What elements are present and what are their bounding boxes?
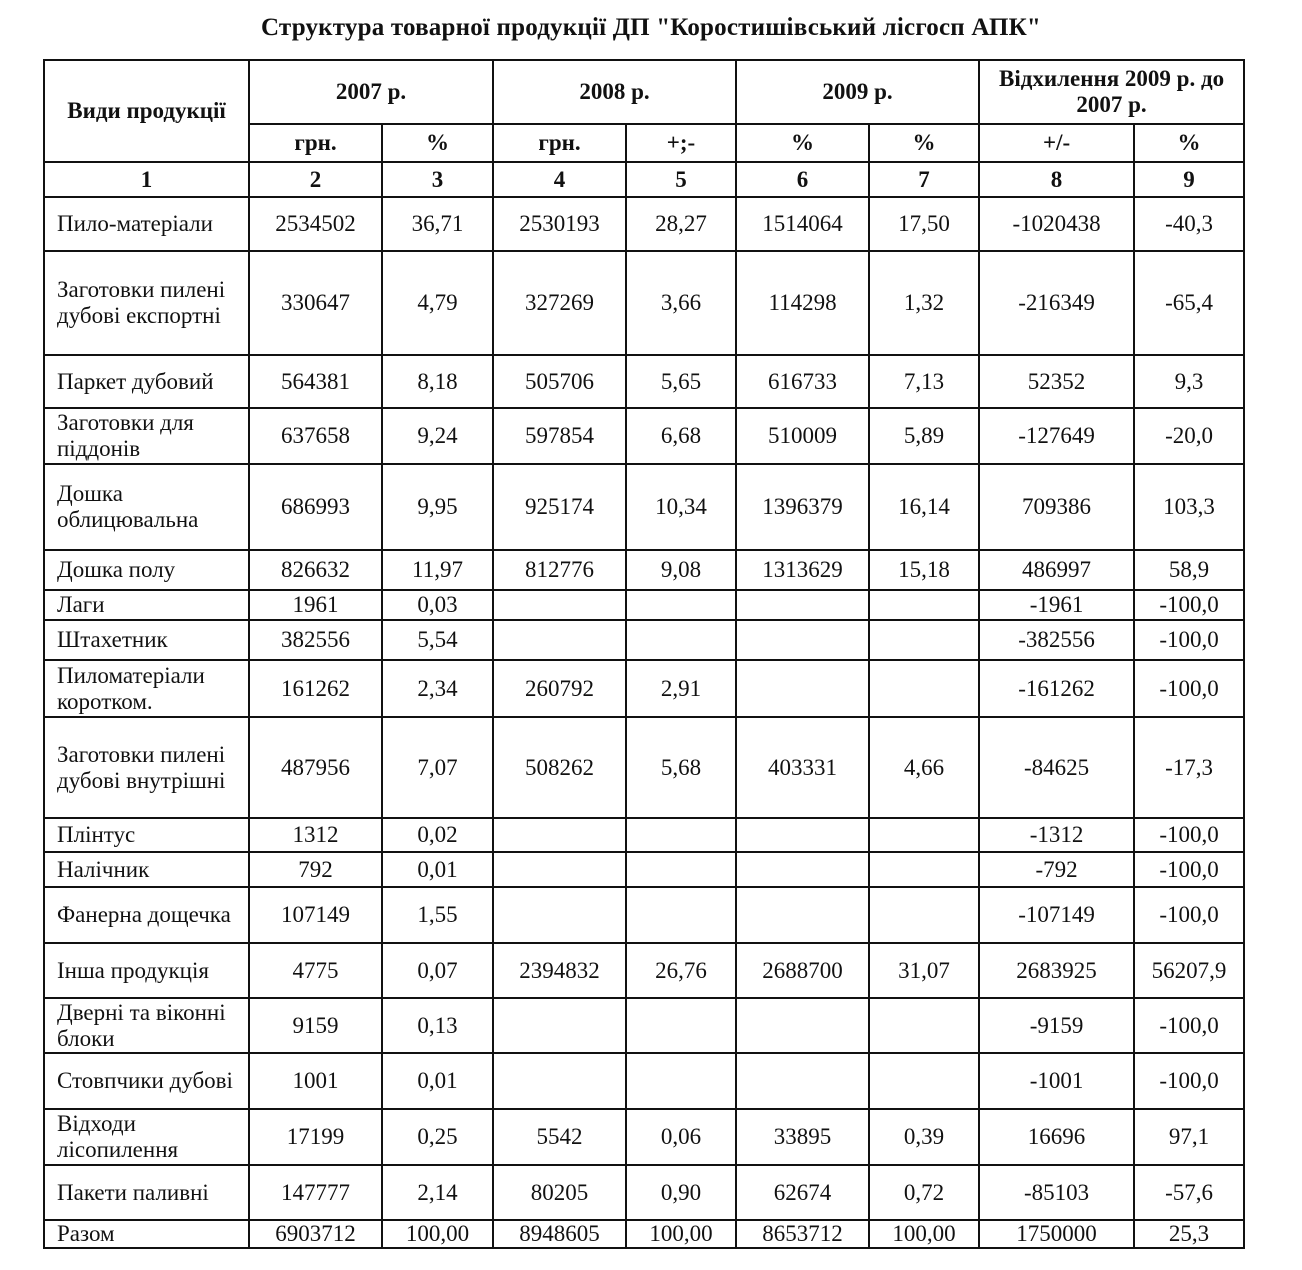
value-2009-pct: 17,50 [869,197,979,251]
product-name: Паркет дубовий [44,355,249,408]
table-row [44,1109,1244,1165]
value-2007-pct: 0,03 [382,590,493,620]
product-name: Стовпчики дубові [44,1053,249,1109]
value-2009-uah: 1313629 [736,550,869,590]
value-2007-pct: 0,01 [382,852,493,887]
value-2009-uah: 403331 [736,717,869,818]
value-2008-uah [493,852,626,887]
deviation-abs: -792 [979,852,1134,887]
subheader-cell: грн. [249,124,382,162]
table-row [44,408,1244,464]
value-2008-uah: 5542 [493,1109,626,1165]
product-name: Фанерна дощечка [44,887,249,943]
value-2007-uah: 487956 [249,717,382,818]
value-2007-pct: 0,01 [382,1053,493,1109]
deviation-pct: -100,0 [1134,818,1244,852]
header-2007: 2007 р. [249,60,493,124]
deviation-abs: 16696 [979,1109,1134,1165]
value-2008-uah: 812776 [493,550,626,590]
value-2009-pct: 16,14 [869,464,979,550]
header-product-type: Види продукції [44,60,249,162]
value-2009-pct [869,852,979,887]
deviation-pct: -57,6 [1134,1165,1244,1220]
deviation-pct: 97,1 [1134,1109,1244,1165]
subheader-cell: % [382,124,493,162]
value-2007-pct: 5,54 [382,620,493,660]
value-2007-pct: 11,97 [382,550,493,590]
value-2007-pct: 0,07 [382,943,493,998]
value-2009-uah [736,818,869,852]
value-2007-pct: 9,95 [382,464,493,550]
table-row [44,998,1244,1053]
value-2009-uah [736,852,869,887]
value-2007-uah: 1312 [249,818,382,852]
value-2008-pct [626,887,736,943]
deviation-abs: -9159 [979,998,1134,1053]
header-2008: 2008 р. [493,60,736,124]
deviation-abs: -1961 [979,590,1134,620]
value-2009-pct: 7,13 [869,355,979,408]
value-2008-pct [626,1053,736,1109]
deviation-pct: 25,3 [1134,1220,1244,1248]
value-2008-uah [493,590,626,620]
value-2008-pct [626,998,736,1053]
value-2009-pct [869,818,979,852]
product-name: Пакети паливні [44,1165,249,1220]
value-2007-uah: 564381 [249,355,382,408]
table-row [44,550,1244,590]
product-structure-table [43,59,1245,1249]
subheader-cell: грн. [493,124,626,162]
value-2007-pct: 9,24 [382,408,493,464]
value-2008-uah: 327269 [493,251,626,355]
table-row [44,464,1244,550]
value-2008-uah: 8948605 [493,1220,626,1248]
value-2008-pct: 26,76 [626,943,736,998]
product-name: Налічник [44,852,249,887]
value-2008-uah [493,620,626,660]
value-2007-uah: 686993 [249,464,382,550]
deviation-abs: -107149 [979,887,1134,943]
value-2009-pct: 5,89 [869,408,979,464]
deviation-pct: -65,4 [1134,251,1244,355]
deviation-abs: 1750000 [979,1220,1134,1248]
deviation-abs: -1001 [979,1053,1134,1109]
value-2007-pct: 0,13 [382,998,493,1053]
deviation-abs: 52352 [979,355,1134,408]
value-2008-uah: 925174 [493,464,626,550]
page-title: Структура товарної продукції ДП "Коростишівський лісгосп АПК" [260,14,1042,41]
table-row [44,197,1244,251]
value-2007-uah: 1001 [249,1053,382,1109]
value-2009-uah: 1396379 [736,464,869,550]
value-2009-pct: 0,39 [869,1109,979,1165]
value-2007-uah: 147777 [249,1165,382,1220]
value-2007-uah: 792 [249,852,382,887]
value-2007-pct: 1,55 [382,887,493,943]
value-2009-uah: 1514064 [736,197,869,251]
product-name: Інша продукція [44,943,249,998]
column-number: 6 [736,162,869,197]
value-2009-pct: 4,66 [869,717,979,818]
value-2009-uah: 8653712 [736,1220,869,1248]
table-row [44,355,1244,408]
table-row [44,943,1244,998]
product-name: Плінтус [44,818,249,852]
table-row [44,852,1244,887]
value-2007-uah: 637658 [249,408,382,464]
value-2008-uah [493,818,626,852]
value-2009-uah [736,887,869,943]
value-2008-pct: 9,08 [626,550,736,590]
value-2009-pct [869,998,979,1053]
subheader-cell: % [869,124,979,162]
value-2009-pct: 0,72 [869,1165,979,1220]
value-2009-pct: 15,18 [869,550,979,590]
value-2007-pct: 0,25 [382,1109,493,1165]
value-2008-uah: 2394832 [493,943,626,998]
deviation-pct: -100,0 [1134,590,1244,620]
column-number: 7 [869,162,979,197]
value-2009-uah: 114298 [736,251,869,355]
value-2008-pct: 0,06 [626,1109,736,1165]
value-2007-uah: 4775 [249,943,382,998]
value-2009-uah [736,660,869,717]
value-2007-pct: 8,18 [382,355,493,408]
value-2007-pct: 7,07 [382,717,493,818]
subheader-cell: +;- [626,124,736,162]
deviation-abs: 709386 [979,464,1134,550]
value-2009-uah: 33895 [736,1109,869,1165]
value-2008-uah: 2530193 [493,197,626,251]
column-number: 5 [626,162,736,197]
column-number: 4 [493,162,626,197]
value-2008-uah [493,998,626,1053]
table-row [44,1053,1244,1109]
value-2008-pct: 6,68 [626,408,736,464]
deviation-pct: -17,3 [1134,717,1244,818]
value-2007-uah: 6903712 [249,1220,382,1248]
value-2008-pct: 0,90 [626,1165,736,1220]
product-name: Пило-матеріали [44,197,249,251]
table-row [44,620,1244,660]
deviation-abs: 486997 [979,550,1134,590]
value-2008-pct: 28,27 [626,197,736,251]
table-row [44,717,1244,818]
deviation-pct: 58,9 [1134,550,1244,590]
value-2008-uah: 260792 [493,660,626,717]
value-2008-pct: 3,66 [626,251,736,355]
value-2007-pct: 2,34 [382,660,493,717]
deviation-abs: 2683925 [979,943,1134,998]
deviation-pct: -100,0 [1134,1053,1244,1109]
product-name: Відходи лісопилення [44,1109,249,1165]
column-number: 1 [44,162,249,197]
value-2008-pct [626,852,736,887]
value-2009-pct [869,887,979,943]
product-name: Дошка облицювальна [44,464,249,550]
value-2007-pct: 100,00 [382,1220,493,1248]
value-2008-pct: 10,34 [626,464,736,550]
value-2008-pct [626,590,736,620]
value-2007-uah: 107149 [249,887,382,943]
value-2009-pct: 100,00 [869,1220,979,1248]
table-row [44,818,1244,852]
value-2009-pct [869,620,979,660]
deviation-abs: -216349 [979,251,1134,355]
deviation-pct: -100,0 [1134,998,1244,1053]
deviation-abs: -85103 [979,1165,1134,1220]
value-2008-uah: 505706 [493,355,626,408]
value-2007-pct: 4,79 [382,251,493,355]
value-2008-pct [626,818,736,852]
value-2008-pct: 100,00 [626,1220,736,1248]
product-name: Дошка полу [44,550,249,590]
column-number: 2 [249,162,382,197]
deviation-pct: 9,3 [1134,355,1244,408]
value-2009-uah [736,1053,869,1109]
table-row [44,887,1244,943]
deviation-pct: -40,3 [1134,197,1244,251]
value-2009-pct [869,590,979,620]
value-2008-uah [493,887,626,943]
table-row [44,660,1244,717]
subheader-cell: % [1134,124,1244,162]
value-2009-uah [736,590,869,620]
value-2008-uah: 80205 [493,1165,626,1220]
value-2007-pct: 0,02 [382,818,493,852]
deviation-pct: -100,0 [1134,620,1244,660]
header-deviation: Відхилення 2009 р. до 2007 р. [979,60,1244,124]
value-2007-uah: 1961 [249,590,382,620]
value-2008-uah: 508262 [493,717,626,818]
value-2009-pct [869,660,979,717]
table-row [44,251,1244,355]
value-2009-uah: 616733 [736,355,869,408]
deviation-abs: -161262 [979,660,1134,717]
deviation-abs: -127649 [979,408,1134,464]
value-2008-pct: 2,91 [626,660,736,717]
table-row [44,590,1244,620]
column-number: 9 [1134,162,1244,197]
product-name: Заготовки для піддонів [44,408,249,464]
column-number: 3 [382,162,493,197]
deviation-abs: -382556 [979,620,1134,660]
deviation-pct: -100,0 [1134,660,1244,717]
value-2009-pct [869,1053,979,1109]
value-2007-uah: 9159 [249,998,382,1053]
deviation-pct: -20,0 [1134,408,1244,464]
value-2007-uah: 161262 [249,660,382,717]
deviation-pct: -100,0 [1134,887,1244,943]
value-2009-pct: 1,32 [869,251,979,355]
value-2008-pct: 5,68 [626,717,736,818]
value-2007-pct: 2,14 [382,1165,493,1220]
deviation-pct: -100,0 [1134,852,1244,887]
product-name: Штахетник [44,620,249,660]
subheader-cell: % [736,124,869,162]
product-name: Разом [44,1220,249,1248]
product-name: Пиломатеріали коротком. [44,660,249,717]
deviation-abs: -1020438 [979,197,1134,251]
column-number: 8 [979,162,1134,197]
value-2007-uah: 826632 [249,550,382,590]
value-2009-uah: 510009 [736,408,869,464]
value-2008-uah [493,1053,626,1109]
table-row [44,1165,1244,1220]
product-name: Лаги [44,590,249,620]
deviation-pct: 103,3 [1134,464,1244,550]
value-2007-uah: 382556 [249,620,382,660]
value-2007-pct: 36,71 [382,197,493,251]
product-name: Заготовки пилені дубові внутрішні [44,717,249,818]
deviation-abs: -84625 [979,717,1134,818]
value-2008-pct [626,620,736,660]
value-2009-pct: 31,07 [869,943,979,998]
value-2008-pct: 5,65 [626,355,736,408]
value-2007-uah: 330647 [249,251,382,355]
deviation-pct: 56207,9 [1134,943,1244,998]
value-2007-uah: 17199 [249,1109,382,1165]
subheader-cell: +/- [979,124,1134,162]
value-2009-uah [736,998,869,1053]
value-2009-uah [736,620,869,660]
value-2009-uah: 62674 [736,1165,869,1220]
value-2009-uah: 2688700 [736,943,869,998]
product-name: Заготовки пилені дубові експортні [44,251,249,355]
header-2009: 2009 р. [736,60,979,124]
deviation-abs: -1312 [979,818,1134,852]
value-2007-uah: 2534502 [249,197,382,251]
value-2008-uah: 597854 [493,408,626,464]
product-name: Дверні та віконні блоки [44,998,249,1053]
table-row-total [44,1220,1244,1248]
